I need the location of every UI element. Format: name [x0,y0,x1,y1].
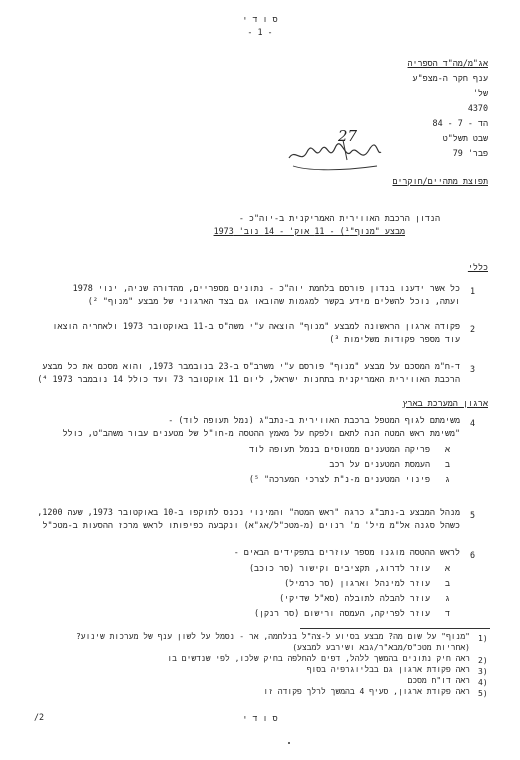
item-2-line-2: עוד מספר פקודות משלימות ³) [329,334,460,344]
footnote-separator [300,628,490,629]
item-number: 4 [470,418,476,428]
sub-letter: ב [445,578,451,588]
item-4-line-1: משימתם לגוף המטפל ברכבת האווירית ב-נתב"ג (נמל תעופה לוד) - [168,415,460,425]
handwritten-signature [285,130,385,178]
item-5-line-2: כשהל סגנה אל"מ מיל' מ' רנוים (מ-מטכ"ל/אג"א) ונקבעה כפיפותו לראש מרכז ההסעות ב-מטכ"ל [42,520,460,530]
item-6-sub-b: עוזר למינהל וארגון (סר כרמיל) [284,578,430,588]
item-5-line-1: מנהל המבצע ב-נתב"ג כרגה "ראש המטה" והמינוי נכנס לתוקפו ב-10 באוקטובר 1973, שעה 1200, [37,507,460,517]
footnote-text: ראה דו"ח מסכם [407,676,470,685]
sub-letter: ב [445,459,451,469]
sub-letter: א [445,563,451,573]
distribution-line: תפוצת מתהיים/חוקרים [392,176,488,186]
sub-letter: ג [445,474,451,484]
page-number: - 1 - [247,27,273,37]
item-6-line-1: לראש ההטסה מוגנו מספר עוזרים בתפקידים הבאים - [233,547,460,557]
sender-line: של' [472,88,488,98]
handwritten-day: 27 [338,127,358,145]
page-continuation-mark: /2 [34,712,45,722]
item-6-sub-c: עוזר להבלה לתובלה (סא"ל שדיקי) [279,593,430,603]
footnote-text: ראה פקודת ארגון, סעיף 4 בהמשך לרלך פקודה זו [263,687,470,696]
footnote-text: ראה חיק נתונים בהמשך ללהל, דפים להחלפה בחיק שלכו, לפי שנדשים בו [167,654,470,663]
classification-bottom: ס ו ד י [242,713,278,723]
item-4-sub-c: פינוי המטענים מ-נ"ת לצרכי המערכה" ⁵) [248,474,430,484]
section-heading-organization: ארגון המערכת בארץ [402,398,488,408]
scan-dot [288,742,290,744]
section-heading-general: כללי [467,262,488,272]
sub-letter: א [445,444,451,454]
sub-letter: ג [445,593,451,603]
sender-line: שבט תשל"ט [442,133,488,143]
item-number: 2 [470,324,476,334]
footnote-text: (אחריות מטכ"ס/מבא"ר/גבא ושירבע למבצע) [292,643,470,652]
footnote-number: 3) [478,667,488,676]
item-3-line-2: הרכבת האווירית האמריקנית בתחנות ישראל, ליום 11 אוקטובר 73 ועד כולל 14 נובמבר 1973 ⁴) [37,374,460,384]
item-1-line-1: כל אשר ידענו בנדון פורסם בלחמת יוה"כ - נתונים מספריים, מהדורה שניה, ינוי 1978 [72,283,460,293]
item-4-sub-b: העמסת המטענים על רכב [329,459,430,469]
footnote-number: 2) [478,656,488,665]
item-number: 5 [470,510,476,520]
footnote-text: ראה פקודת ארגון גם בבליוגרפיה בסוף [306,665,470,674]
item-6-sub-a: עוזר לדרוג, תקציבים וקישור (סר כוכב) [248,563,430,573]
item-3-line-1: ד-ח"מ המסכם על מבצע "מנוף" פורסם ע"י משרב"ס ב-23 בנובמבר 1973, והוא מסכם את כל מבצע [42,361,460,371]
item-2-line-1: פקודה ארגון הראשונה למבצע "מנוף" הוצאה ע"י משה"ס ב-11 באוקטובר 1973 ולאחריה הוצאו [52,321,460,331]
sender-line: פבר' 79 [452,148,488,158]
sender-line: אג"מ/מה"ד הספריה [407,58,488,68]
footnote-number: 4) [478,678,488,687]
sender-line: הד - 7 - 84 [432,118,488,128]
sender-line: ענף חקר ה-מצפ"ע [412,73,488,83]
sender-line: 4370 [467,103,488,113]
footnote-number: 5) [478,689,488,698]
subject-line-2: מבצע "מנוף"¹) - 11 אוק' - 14 נוב' 1973 [213,226,405,236]
subject-line-1: הנדון הרכבת האווירית האמריקנית ב-יוה"כ - [238,213,440,223]
item-number: 1 [470,286,476,296]
item-4-line-2: "משימת ראש המטה הנה לתאם ולפקח על מאמץ ההטסה מ-חו"ל של מטענים עבור משהב"ט, כולל [62,428,460,438]
item-number: 6 [470,550,476,560]
sub-letter: ד [445,608,451,618]
item-number: 3 [470,364,476,374]
classification-top: ס ו ד י [242,14,278,24]
item-6-sub-d: עוזר לפריקה, העמסה ורישום (סר רנקן) [253,608,430,618]
item-1-line-2: ועתה, נוכל להשלים מידע בקשר למגמות שהובאו גם בצד הארגוני של מבצע "מנוף" ²) [87,296,460,306]
item-4-sub-a: פריקה המטענים ממטוסים בנמל תעופה לוד [248,444,430,454]
footnote-number: 1) [478,634,488,643]
footnote-text: "מנוף" על שום מה? מבצע בסיוע ל-צה"ל בנלחמה, אר - נסמל על לשון ענף של מערכות שינוע? [75,632,470,641]
